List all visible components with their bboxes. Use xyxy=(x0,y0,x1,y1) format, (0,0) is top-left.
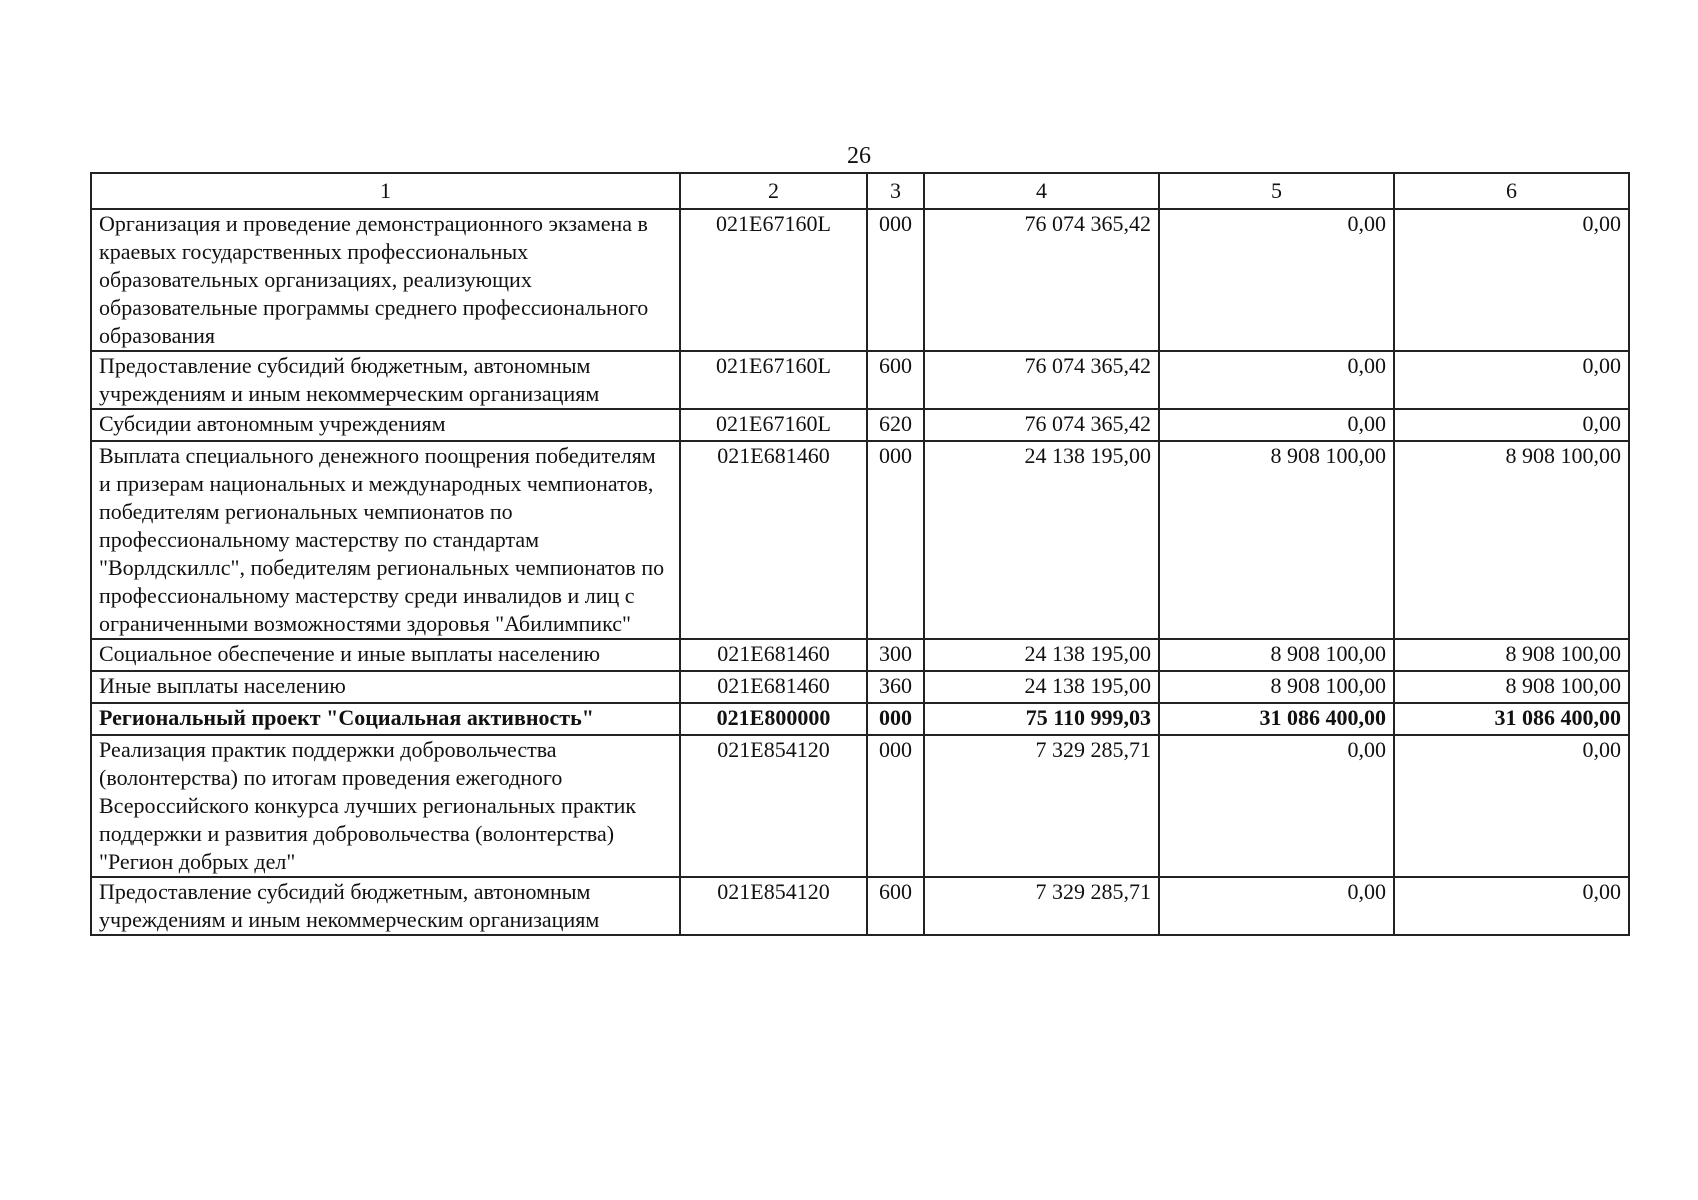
column-header: 1 xyxy=(91,173,680,209)
table-row xyxy=(91,639,1629,671)
row-amount-col4: 76 074 365,42 xyxy=(924,351,1159,409)
row-name: Реализация практик поддержки добровольчества (волонтерства) по итогам проведения ежегодного Всероссийского конкурса лучших региональных практик поддержки и развития добровольчества (волонтерства) "Регион добрых дел" xyxy=(91,735,680,877)
table-row xyxy=(91,703,1629,735)
row-name: Социальное обеспечение и иные выплаты населению xyxy=(91,639,680,671)
row-amount-col6: 0,00 xyxy=(1394,351,1629,409)
table-row xyxy=(91,409,1629,441)
row-code: 021E681460 xyxy=(680,671,867,703)
row-code: 021E67160L xyxy=(680,409,867,441)
row-amount-col5: 8 908 100,00 xyxy=(1159,639,1394,671)
table-row xyxy=(91,877,1629,935)
row-amount-col4: 76 074 365,42 xyxy=(924,409,1159,441)
column-header: 2 xyxy=(680,173,867,209)
row-name: Региональный проект "Социальная активность" xyxy=(91,703,680,735)
row-name: Организация и проведение демонстрационного экзамена в краевых государственных профессиональных образовательных организациях, реализующих образовательные программы среднего профессионального образования xyxy=(91,209,680,351)
row-amount-col6: 8 908 100,00 xyxy=(1394,639,1629,671)
row-kind: 600 xyxy=(867,351,924,409)
table-row xyxy=(91,209,1629,351)
row-code: 021E67160L xyxy=(680,351,867,409)
row-code: 021E681460 xyxy=(680,441,867,639)
row-amount-col6: 31 086 400,00 xyxy=(1394,703,1629,735)
row-code: 021E854120 xyxy=(680,735,867,877)
row-amount-col4: 76 074 365,42 xyxy=(924,209,1159,351)
table-row xyxy=(91,735,1629,877)
page-number: 26 xyxy=(847,143,871,169)
row-kind: 000 xyxy=(867,703,924,735)
row-amount-col4: 7 329 285,71 xyxy=(924,735,1159,877)
row-code: 021E854120 xyxy=(680,877,867,935)
row-amount-col5: 8 908 100,00 xyxy=(1159,671,1394,703)
row-kind: 000 xyxy=(867,735,924,877)
row-kind: 620 xyxy=(867,409,924,441)
row-name: Предоставление субсидий бюджетным, автономным учреждениям и иным некоммерческим организациям xyxy=(91,351,680,409)
row-amount-col4: 7 329 285,71 xyxy=(924,877,1159,935)
row-amount-col6: 0,00 xyxy=(1394,877,1629,935)
row-amount-col5: 0,00 xyxy=(1159,209,1394,351)
table-row xyxy=(91,351,1629,409)
row-name: Предоставление субсидий бюджетным, автономным учреждениям и иным некоммерческим организациям xyxy=(91,877,680,935)
column-header: 3 xyxy=(867,173,924,209)
row-amount-col6: 8 908 100,00 xyxy=(1394,671,1629,703)
table-row xyxy=(91,441,1629,639)
row-amount-col5: 0,00 xyxy=(1159,735,1394,877)
row-amount-col5: 0,00 xyxy=(1159,351,1394,409)
row-amount-col6: 0,00 xyxy=(1394,735,1629,877)
row-amount-col5: 31 086 400,00 xyxy=(1159,703,1394,735)
column-header: 4 xyxy=(924,173,1159,209)
row-amount-col4: 75 110 999,03 xyxy=(924,703,1159,735)
row-amount-col5: 8 908 100,00 xyxy=(1159,441,1394,639)
table-row xyxy=(91,671,1629,703)
row-amount-col5: 0,00 xyxy=(1159,409,1394,441)
row-code: 021E800000 xyxy=(680,703,867,735)
row-code: 021E67160L xyxy=(680,209,867,351)
row-name: Выплата специального денежного поощрения победителям и призерам национальных и международных чемпионатов, победителям региональных чемпионатов по профессиональному мастерству по стандартам "Ворлдскиллс", победителям региональных чемпионатов по профессиональному мастерству среди инвалидов и лиц с ограниченными возможностями здоровья "Абилимпикс" xyxy=(91,441,680,639)
column-header: 6 xyxy=(1394,173,1629,209)
row-name: Субсидии автономным учреждениям xyxy=(91,409,680,441)
row-amount-col6: 8 908 100,00 xyxy=(1394,441,1629,639)
row-code: 021E681460 xyxy=(680,639,867,671)
row-kind: 600 xyxy=(867,877,924,935)
row-kind: 300 xyxy=(867,639,924,671)
row-amount-col4: 24 138 195,00 xyxy=(924,671,1159,703)
row-amount-col6: 0,00 xyxy=(1394,209,1629,351)
column-header: 5 xyxy=(1159,173,1394,209)
row-kind: 000 xyxy=(867,441,924,639)
header-row xyxy=(91,173,1629,209)
row-kind: 360 xyxy=(867,671,924,703)
row-kind: 000 xyxy=(867,209,924,351)
row-name: Иные выплаты населению xyxy=(91,671,680,703)
row-amount-col4: 24 138 195,00 xyxy=(924,441,1159,639)
row-amount-col5: 0,00 xyxy=(1159,877,1394,935)
row-amount-col4: 24 138 195,00 xyxy=(924,639,1159,671)
row-amount-col6: 0,00 xyxy=(1394,409,1629,441)
budget-table xyxy=(90,172,1630,936)
